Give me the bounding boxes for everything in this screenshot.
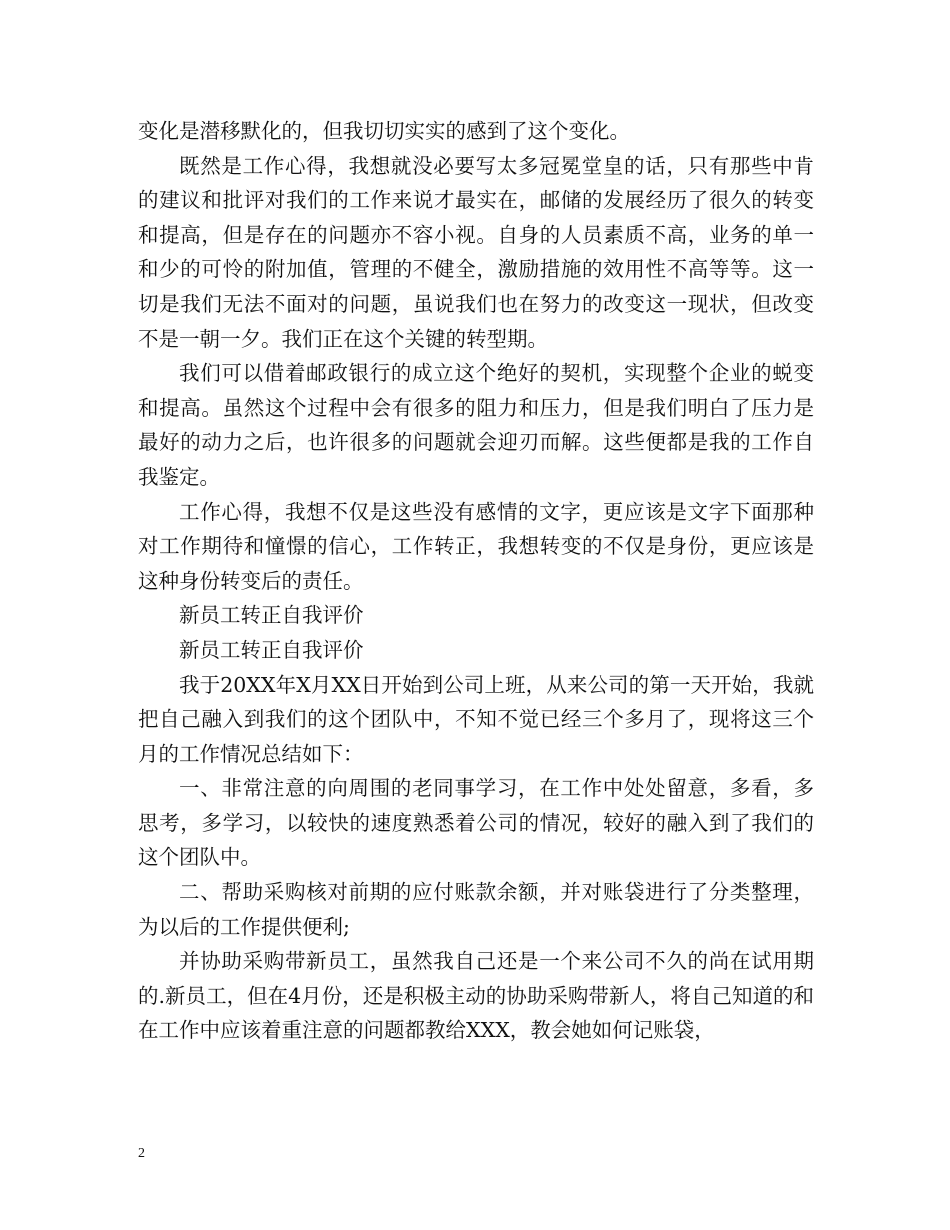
section-heading-repeat: 新员工转正自我评价 [179,637,364,662]
paragraph-9: 二、帮助采购核对前期的应付账款余额，并对账袋进行了分类整理，为以后的工作提供便利; [138,880,814,939]
paragraph-8: 一、非常注意的向周围的老同事学习，在工作中处处留意，多看，多思考，多学习，以较快的速度熟悉着公司的情况，较好的融入到了我们的这个团队中。 [138,776,814,870]
paragraph-10: 并协助采购带新员工，虽然我自己还是一个来公司不久的尚在试用期的.新员工，但在4月份，还是积极主动的协助采购带新人，将自己知道的和在工作中应该着重注意的问题都教给XXX，教会她如何记账袋， [138,949,814,1043]
paragraph-4: 工作心得，我想不仅是这些没有感情的文字，更应该是文字下面那种对工作期待和憧憬的信心，工作转正，我想转变的不仅是身份，更应该是这种身份转变后的责任。 [138,499,814,593]
paragraph-1: 变化是潜移默化的，但我切切实实的感到了这个变化。 [138,119,630,143]
paragraph-2: 既然是工作心得，我想就没必要写太多冠冕堂皇的话，只有那些中肯的建议和批评对我们的工作来说才最实在，邮储的发展经历了很久的转变和提高，但是存在的问题亦不容小视。自身的人员素质不高，业务的单一和少的可怜的附加值，管理的不健全，激励措施的效用性不高等等。这一切是我们无法不面对的问题，虽说我们也在努力的改变这一现状，但改变不是一朝一夕。我们正在这个关键的转型期。 [138,153,814,351]
paragraph-3: 我们可以借着邮政银行的成立这个绝好的契机，实现整个企业的蜕变和提高。虽然这个过程中会有很多的阻力和压力，但是我们明白了压力是最好的动力之后，也许很多的问题就会迎刃而解。这些便都是我的工作自我鉴定。 [138,361,814,489]
paragraph-7: 我于20XX年X月XX日开始到公司上班，从来公司的第一天开始，我就把自己融入到我们的这个团队中，不知不觉已经三个多月了，现将这三个月的工作情况总结如下： [138,672,814,766]
document-body [138,114,814,1048]
section-heading: 新员工转正自我评价 [179,603,364,628]
page-number: 2 [138,1146,145,1161]
